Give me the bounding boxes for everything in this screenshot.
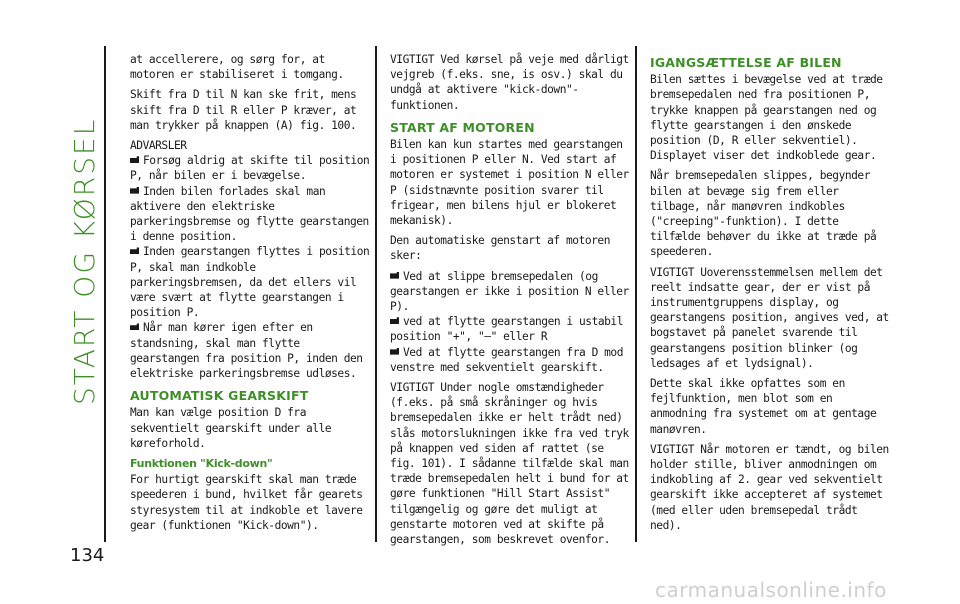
warning-item <box>130 153 370 183</box>
paragraph: VIGTIGT Uoverensstemmelsen mellem det reelt indsatte gear, der er vist på instrumentgruppens display, og gearstangens position, angives ved, at bogstavet på panelet svarende til gearstangens position blinker (og ledsages af et lydsignal). <box>650 265 889 370</box>
paragraph: VIGTIGT Ved kørsel på veje med dårligt vejgreb (f.eks. sne, is osv.) skal du undgå at aktivere "kick-down"-funktionen. <box>390 53 629 112</box>
bullet-item <box>390 314 630 344</box>
section-title-vertical: START OG KØRSEL <box>68 117 101 405</box>
page-number: 134 <box>70 545 105 566</box>
bullet-item <box>390 345 630 375</box>
warning-text: Inden bilen forlades skal man aktivere den elektriske parkeringsbremse og flytte gearstangen i denne position. <box>130 184 369 244</box>
subheading-kick-down: Funktionen "Kick-down" <box>130 457 273 471</box>
warnings-heading: ADVARSLER <box>130 139 187 153</box>
watermark: carmanualsonline.info <box>655 578 887 602</box>
warning-text: Inden gearstangen flyttes i position P, skal man indkoble parkeringsbremsen, da det ellers vil være svært at flytte gearstangen i position P. <box>130 245 370 320</box>
bullet-icon <box>390 317 399 324</box>
warning-text: Forsøg aldrig at skifte til position P, når bilen er i bevægelse. <box>130 154 370 183</box>
warning-bullet-icon <box>130 187 139 194</box>
paragraph: Bilen sættes i bevægelse ved at træde bremsepedalen ned fra positionen P, trykke knappen på gearstangen ned og flytte gearstangen i den ønskede position (D, R eller sekventiel). Displayet viser det indkoblede gear. <box>650 73 883 163</box>
paragraph: Skift fra D til N kan ske frit, mens skift fra D til R eller P kræver, at man trykker på knappen (A) fig. 100. <box>130 88 357 132</box>
column-divider-2 <box>635 46 637 542</box>
section-heading-start-af-motoren: START AF MOTOREN <box>390 119 535 135</box>
column-2 <box>390 52 630 552</box>
bullet-text: Ved at flytte gearstangen fra D mod venstre med sekventielt gearskift. <box>390 345 623 374</box>
sidebar-divider <box>104 46 106 542</box>
paragraph: For hurtigt gearskift skal man træde speederen i bund, hvilket får gearets styresystem til at indkoble et lavere gear (funktionen "Kick-down"). <box>130 473 363 532</box>
column-divider-1 <box>375 46 377 542</box>
warning-item <box>130 244 370 320</box>
bullet-icon <box>390 272 399 279</box>
paragraph: VIGTIGT Når motoren er tændt, og bilen holder stille, bliver anmodningen om indkobling af 2. gear ved sekventielt gearskift ikke accepteret af systemet (med eller uden bremsepedal trådt ned). <box>650 442 889 532</box>
column-1 <box>130 52 370 538</box>
bullet-item <box>390 269 630 315</box>
bullet-icon <box>390 348 399 355</box>
warning-bullet-icon <box>130 323 139 330</box>
paragraph: Man kan vælge position D fra sekventielt gearskift under alle køreforhold. <box>130 406 332 450</box>
paragraph: Den automatiske genstart af motoren sker: <box>390 234 610 263</box>
warning-text: Når man kører igen efter en standsning, skal man flytte gearstangen fra position P, inden den elektriske parkeringsbremse udløses. <box>130 321 363 381</box>
section-heading-automatisk-gearskift: AUTOMATISK GEARSKIFT <box>130 388 309 404</box>
column-3 <box>650 52 890 538</box>
warning-bullet-icon <box>130 247 139 254</box>
warning-item <box>130 320 370 381</box>
warning-item <box>130 184 370 245</box>
warning-bullet-icon <box>130 156 139 163</box>
bullet-text: ved at flytte gearstangen i ustabil position "+", "–" eller R <box>390 315 623 344</box>
paragraph: at accellerere, og sørg for, at motoren er stabiliseret i tomgang. <box>130 53 344 82</box>
bullet-text: Ved at slippe bremsepedalen (og gearstangen er ikke i position N eller P). <box>390 269 629 314</box>
paragraph: Dette skal ikke opfattes som en fejlfunktion, men blot som en anmodning fra systemet om at gentage manøvren. <box>650 377 877 436</box>
paragraph: Bilen kan kun startes med gearstangen i positionen P eller N. Ved start af motoren er systemet i position N eller P (sidstnævnte position svarer til frigear, men bilens hjul er blokeret mekanisk). <box>390 138 629 228</box>
paragraph: VIGTIGT Under nogle omstændigheder (f.eks. på små skråninger og hvis bremsepedalen ikke er helt trådt ned) slås motorslukningen ikke fra ved tryk på knappen ved siden af rattet (se fig. 101). I sådanne tilfælde skal man træde bremsepedalen helt i bund for at gøre funktionen "Hill Start Assist" tilgængelig og gøre det muligt at genstarte motoren ved at skifte på gearstangen, som beskrevet ovenfor. <box>390 381 629 547</box>
paragraph: Når bremsepedalen slippes, begynder bilen at bevæge sig frem eller tilbage, når manøvren indkobles ("creeping"-funktion). I dette tilfælde behøver du ikke at træde på speederen. <box>650 169 877 259</box>
section-heading-igangsaettelse: IGANGSÆTTELSE AF BILEN <box>650 55 842 70</box>
